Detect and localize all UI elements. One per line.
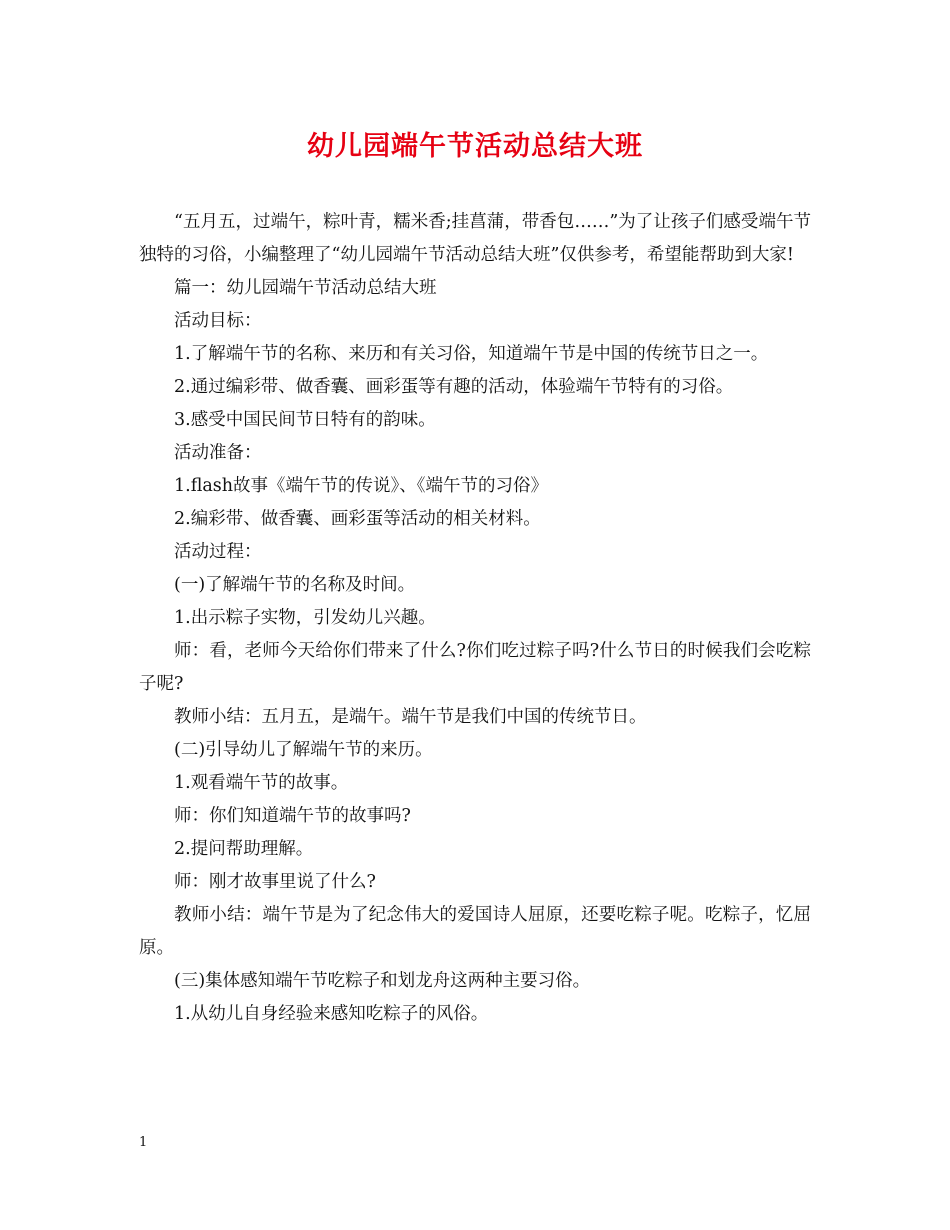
intro-paragraph: “五月五，过端午，粽叶青，糯米香;挂菖蒲，带香包……”为了让孩子们感受端午节独特的习俗，小编整理了“幼儿园端午节活动总结大班”仅供参考，希望能帮助到大家! <box>139 212 811 265</box>
preparation-item: 1.flash故事《端午节的传说》、《端午节的习俗》 <box>174 476 549 496</box>
document-title: 幼儿园端午节活动总结大班 <box>307 131 643 162</box>
teacher-summary: 教师小结：端午节是为了纪念伟大的爱国诗人屈原，还要吃粽子呢。吃粽子，忆屈原。 <box>139 905 811 958</box>
process-step: (二)引导幼儿了解端午节的来历。 <box>174 740 433 760</box>
preparation-heading: 活动准备： <box>174 443 262 463</box>
goal-item: 1.了解端午节的名称、来历和有关习俗，知道端午节是中国的传统节日之一。 <box>174 344 769 364</box>
goal-item: 2.通过编彩带、做香囊、画彩蛋等有趣的活动，体验端午节特有的习俗。 <box>174 377 734 397</box>
teacher-line: 师：你们知道端午节的故事吗? <box>174 806 411 826</box>
section-heading: 篇一：幼儿园端午节活动总结大班 <box>174 278 437 298</box>
process-item: 1.出示粽子实物，引发幼儿兴趣。 <box>174 608 436 628</box>
process-heading: 活动过程： <box>174 542 262 562</box>
page-number: 1 <box>139 1135 148 1150</box>
process-step: (三)集体感知端午节吃粽子和划龙舟这两种主要习俗。 <box>174 971 591 991</box>
process-item: 2.提问帮助理解。 <box>174 839 314 859</box>
document-body <box>139 206 811 1031</box>
process-item: 1.观看端午节的故事。 <box>174 773 349 793</box>
teacher-summary: 教师小结：五月五，是端午。端午节是我们中国的传统节日。 <box>174 707 647 727</box>
goal-item: 3.感受中国民间节日特有的韵味。 <box>174 410 436 430</box>
process-step: (一)了解端午节的名称及时间。 <box>174 575 416 595</box>
teacher-line: 师：刚才故事里说了什么? <box>174 872 376 892</box>
process-item: 1.从幼儿自身经验来感知吃粽子的风俗。 <box>174 1004 489 1024</box>
teacher-line: 师：看，老师今天给你们带来了什么?你们吃过粽子吗?什么节日的时候我们会吃粽子呢? <box>139 641 811 694</box>
preparation-item: 2.编彩带、做香囊、画彩蛋等活动的相关材料。 <box>174 509 541 529</box>
goals-heading: 活动目标： <box>174 311 262 331</box>
